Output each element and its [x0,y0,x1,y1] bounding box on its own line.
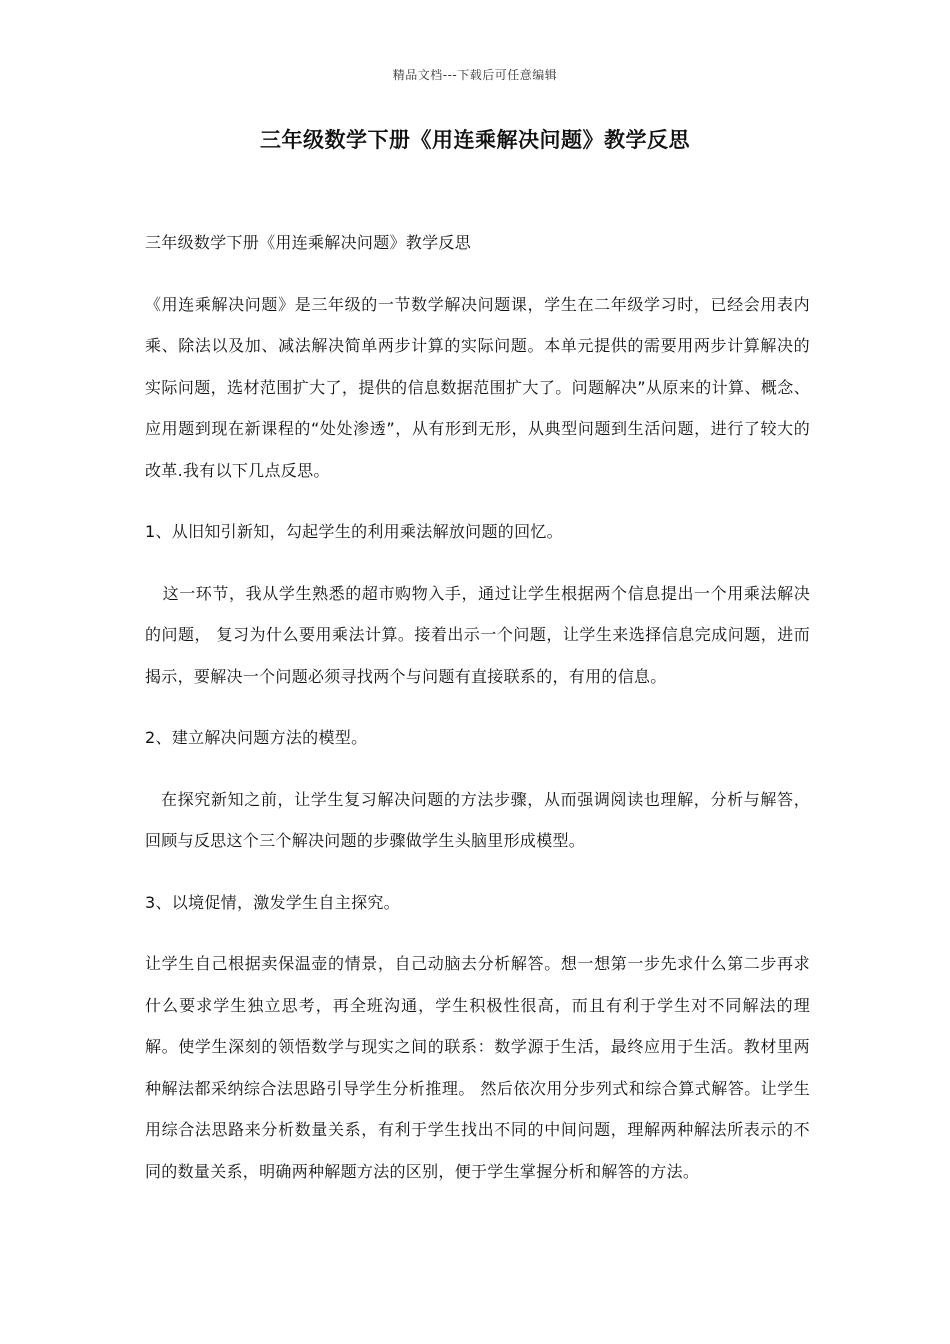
document-body [145,222,810,1192]
section-heading-2: 2、建立解决问题方法的模型。 [145,728,368,747]
document-title: 三年级数学下册《用连乘解决问题》教学反思 [260,128,690,152]
paragraph-intro: 《用连乘解决问题》是三年级的一节数学解决问题课，学生在二年级学习时，已经会用表内乘、除法以及加、减法解决简单两步计算的实际问题。本单元提供的需要用两步计算解决的实际问题，选材范围扩大了，提供的信息数据范围扩大了。问题解决”从原来的计算、概念、应用题到现在新课程的“处处渗透”，从有形到无形，从典型问题到生活问题，进行了较大的改革.我有以下几点反思。 [145,294,810,480]
section-heading-1: 1、从旧知引新知，勾起学生的利用乘法解放问题的回忆。 [145,522,563,541]
subtitle: 三年级数学下册《用连乘解决问题》教学反思 [145,233,472,252]
section-heading-3: 3、以境促情，激发学生自主探究。 [145,892,400,912]
header-note: 精品文档---下载后可任意编辑 [392,68,558,82]
paragraph-section-3: 让学生自己根据卖保温壶的情景，自己动脑去分析解答。想一想第一步先求什么第二步再求什么要求学生独立思考，再全班沟通，学生积极性很高，而且有利于学生对不同解法的理解。使学生深刻的领悟数学与现实之间的联系：数学源于生活，最终应用于生活。教材里两种解法都采纳综合法思路引导学生分析推理。 然后依次用分步列式和综合算式解答。让学生用综合法思路来分析数量关系，有利于学生找出不同的中间问题，理解两种解法所表示的不同的数量关系，明确两种解题方法的区别，便于学生掌握分析和解答的方法。 [145,954,810,1181]
paragraph-section-1: 这一环节，我从学生熟悉的超市购物入手，通过让学生根据两个信息提出一个用乘法解决的问题， 复习为什么要用乘法计算。接着出示一个问题，让学生来选择信息完成问题，进而揭示，要解决一个问题必须寻找两个与问题有直接联系的，有用的信息。 [145,583,810,686]
paragraph-section-2: 在探究新知之前，让学生复习解决问题的方法步骤，从而强调阅读也理解，分析与解答，回顾与反思这个三个解决问题的步骤做学生头脑里形成模型。 [145,789,810,850]
